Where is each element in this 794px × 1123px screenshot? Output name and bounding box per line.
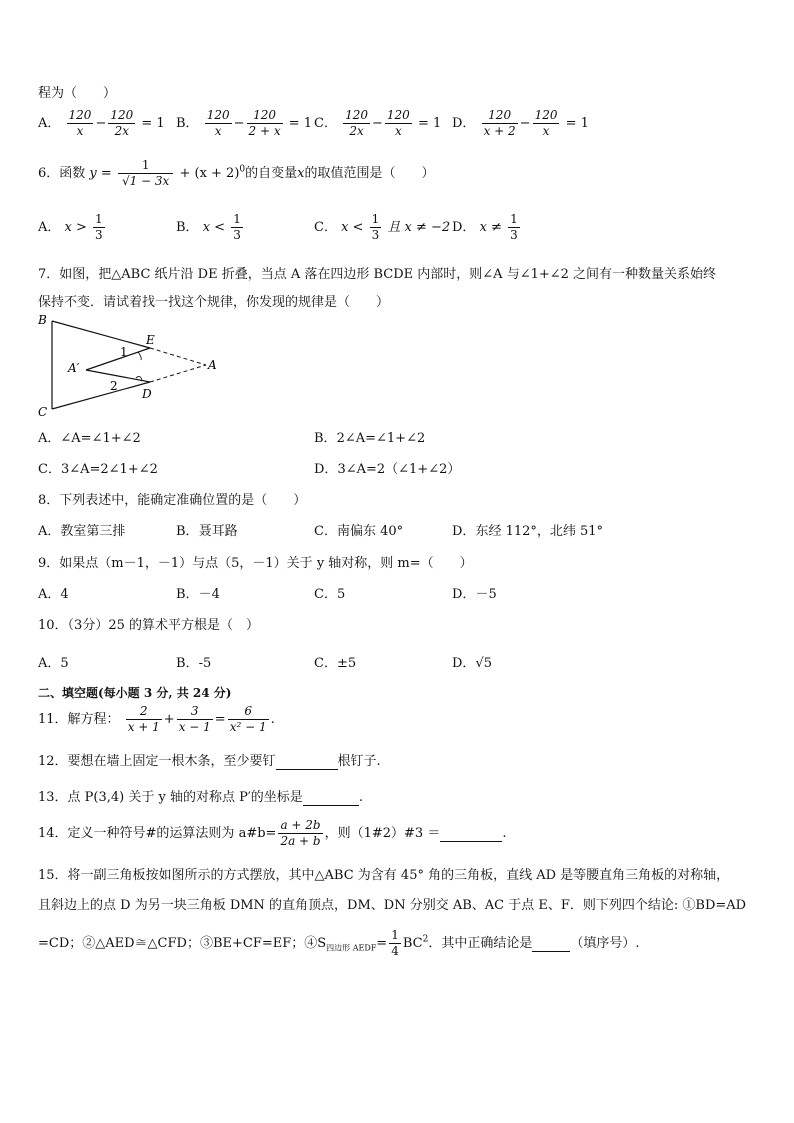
q7-label-d: D <box>142 387 152 401</box>
q8-option-d[interactable]: D．东经 112°，北纬 51° <box>452 524 604 539</box>
q5-option-b[interactable]: B． $\frac{120}{x}$ − $\frac{120}{2 + x}$ = 1 <box>176 108 313 138</box>
q15-stem-line3: =CD；②△AED≅△CFD；③BE+CF=EF；$④S_{四边形 AEDF}=$ $\frac{1}{4}$ $BC^2$．其中正确结论是 （填序号）. <box>38 928 640 958</box>
q7-label-e: E <box>146 333 155 347</box>
q7-stem-line2: 保持不变．请试着找一找这个规律，你发现的规律是（ ） <box>38 295 390 310</box>
q10-option-b[interactable]: B．-5 <box>176 656 212 671</box>
q15-stem-line1: 15．将一副三角板按如图所示的方式摆放，其中△ABC 为含有 45° 角的三角板，直线 AD 是等腰直角三角板的对称轴， <box>38 868 730 883</box>
q6-option-a[interactable]: A． x > $\frac{1}{3}$ <box>38 212 103 242</box>
q7-stem-line1: 7．如图，把△ABC 纸片沿 DE 折叠，当点 A 落在四边形 BCDE 内部时，则∠A 与∠1+∠2 之间有一种数量关系始终 <box>38 267 717 282</box>
q9-option-c[interactable]: C．5 <box>314 587 346 602</box>
q8-option-b[interactable]: B．聂耳路 <box>176 524 238 539</box>
q9-option-a[interactable]: A．4 <box>38 587 69 602</box>
q9-option-d[interactable]: D．－5 <box>452 587 497 602</box>
q5-option-d[interactable]: D． $\frac{120}{x + 2}$ − $\frac{120}{x}$ = 1 <box>452 108 589 138</box>
q14-stem: 14．定义一种符号#的运算法则为 a#b= $\frac{a + 2b}{2a + b}$ ，则（1#2）#3 ＝ . <box>38 818 507 848</box>
q7-figure <box>30 310 230 420</box>
q10-option-a[interactable]: A．5 <box>38 656 69 671</box>
q15-stem-line2: 且斜边上的点 D 为另一块三角板 DMN 的直角顶点，DM、DN 分别交 AB、AC 于点 E、F．则下列四个结论: ①BD=AD <box>38 898 747 913</box>
q6-option-d[interactable]: D． x ≠ $\frac{1}{3}$ <box>452 212 518 242</box>
q8-option-c[interactable]: C．南偏东 40° <box>314 524 404 539</box>
q5-option-c[interactable]: C． $\frac{120}{2x}$ − $\frac{120}{x}$ = 1 <box>314 108 442 138</box>
section-title-fill-blank: 二、填空题(每小题 3 分, 共 24 分) <box>38 686 232 700</box>
q14-answer-blank[interactable] <box>440 826 502 842</box>
q7-angle-1: 1 <box>120 345 128 359</box>
q7-option-c[interactable]: C．3∠A=2∠1+∠2 <box>38 462 158 477</box>
q7-angle-2: 2 <box>110 379 118 393</box>
q7-label-a: A <box>208 358 217 372</box>
q11-stem: 11．解方程： $\frac{2}{x + 1}$ + $\frac{3}{x - 1}$ = $\frac{6}{\text{x² − 1}}$ . <box>38 704 275 734</box>
q10-option-d[interactable]: D．√5 <box>452 656 492 671</box>
q7-label-c: C <box>38 405 48 419</box>
q10-stem: 10．（3分）25 的算术平方根是（ ） <box>38 618 259 633</box>
q9-option-b[interactable]: B．－4 <box>176 587 220 602</box>
q7-option-a[interactable]: A．∠A=∠1+∠2 <box>38 431 141 446</box>
q6-stem: 6．函数 y = $\frac{1}{√1 - 3x}$ + $(x + 2)^0$的自变量x的取值范围是（ ） <box>38 158 435 188</box>
q7-option-d[interactable]: D．3∠A=2（∠1+∠2） <box>314 462 461 477</box>
q6-option-c[interactable]: C． x < $\frac{1}{3}$ 且 x ≠ −2 <box>314 212 451 242</box>
q8-option-a[interactable]: A．教室第三排 <box>38 524 126 539</box>
q10-option-c[interactable]: C．±5 <box>314 656 357 671</box>
q13-stem: 13．点 P(3,4) 关于 y 轴的对称点 P′的坐标是 . <box>38 790 363 805</box>
q13-answer-blank[interactable] <box>303 790 359 806</box>
q9-stem: 9．如果点（m－1，－1）与点（5，－1）关于 y 轴对称，则 m=（ ） <box>38 556 473 571</box>
q7-label-b: B <box>38 313 47 327</box>
q12-answer-blank[interactable] <box>276 754 338 770</box>
q7-option-b[interactable]: B．2∠A=∠1+∠2 <box>314 431 426 446</box>
q5-option-a[interactable]: A． $\frac{120}{x}$ − $\frac{120}{2x}$ = 1 <box>38 108 165 138</box>
q5-stem-tail: 程为（ ） <box>38 86 117 101</box>
q12-stem: 12．要想在墙上固定一根木条，至少要钉 根钉子. <box>38 754 381 769</box>
q6-option-b[interactable]: B． x < $\frac{1}{3}$ <box>176 212 241 242</box>
q7-label-a-prime: A′ <box>68 361 80 375</box>
q8-stem: 8．下列表述中，能确定准确位置的是（ ） <box>38 493 307 508</box>
q15-answer-blank[interactable] <box>532 936 570 952</box>
